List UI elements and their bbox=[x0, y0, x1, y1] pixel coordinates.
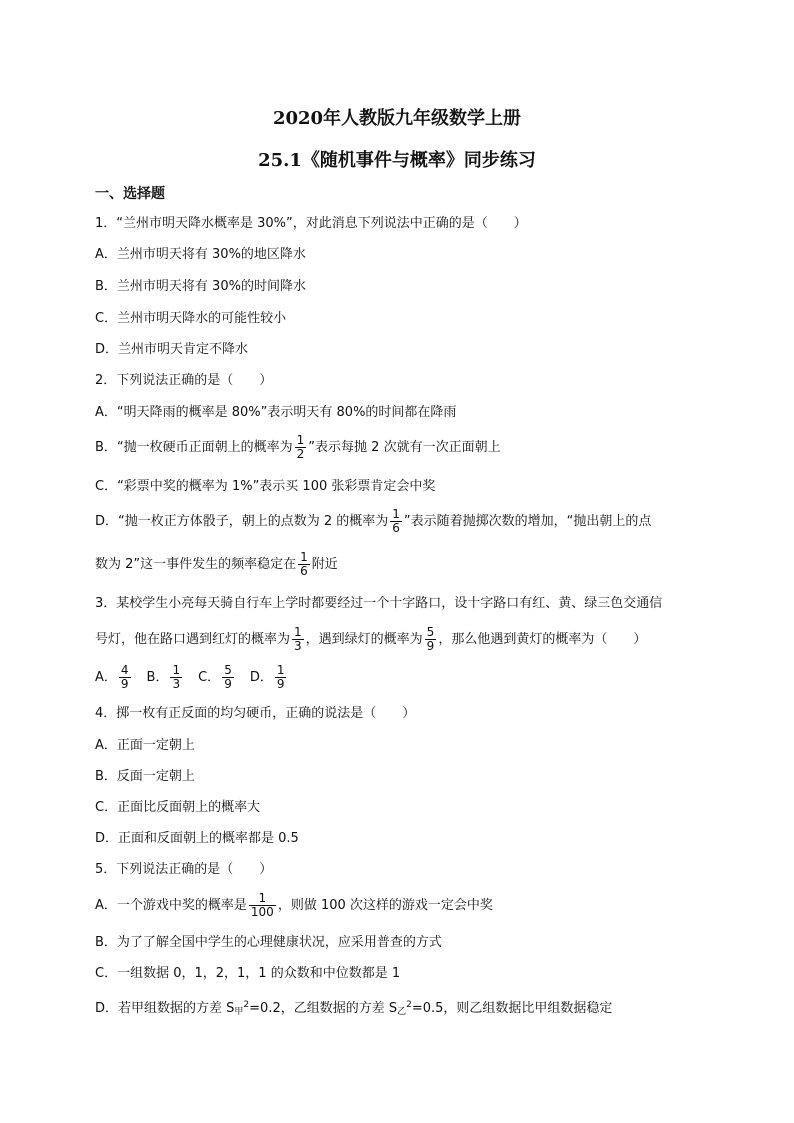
question-3-option-c: C． $\frac{5}{9}$ bbox=[198, 663, 232, 691]
question-1-stem: 1．“兰州市明天降水概率是 30%”，对此消息下列说法中正确的是（ ） bbox=[95, 216, 527, 231]
question-3-stem: 3．某校学生小亮每天骑自行车上学时都要经过一个十字路口，设十字路口有红、黄、绿三色交通信 bbox=[95, 596, 663, 611]
fraction: $\frac{1}{100}$ bbox=[250, 891, 274, 919]
fraction: $\frac{1}{2}$ bbox=[296, 433, 305, 461]
question-1-option-b: B．兰州市明天将有 30%的时间降水 bbox=[95, 279, 306, 294]
question-4-option-b: B．反面一定朝上 bbox=[95, 769, 195, 784]
fraction: $\frac{1}{3}$ bbox=[172, 663, 181, 691]
question-1-option-d: D．兰州市明天肯定不降水 bbox=[95, 342, 249, 357]
fraction: $\frac{4}{9}$ bbox=[120, 663, 129, 691]
question-1-option-c: C．兰州市明天降水的可能性较小 bbox=[95, 311, 287, 326]
question-2-option-b: B．“抛一枚硬币正面朝上的概率为 $\frac{1}{2}$ ”表示每抛 2 次就有一次正面朝上 bbox=[95, 433, 501, 461]
question-2-stem: 2．下列说法正确的是（ ） bbox=[95, 373, 273, 388]
question-5-option-b: B．为了了解全国中学生的心理健康状况，应采用普查的方式 bbox=[95, 935, 442, 950]
fraction: $\frac{1}{6}$ bbox=[392, 507, 400, 535]
page-subtitle: 25.1《随机事件与概率》同步练习 bbox=[258, 150, 536, 171]
question-2-option-c: C．“彩票中奖的概率为 1%”表示买 100 张彩票肯定会中奖 bbox=[95, 479, 436, 494]
page-title: 2020年人教版九年级数学上册 bbox=[272, 108, 522, 129]
question-4-stem: 4．掷一枚有正反面的均匀硬币，正确的说法是（ ） bbox=[95, 706, 416, 721]
question-5-option-a: A．一个游戏中奖的概率是 $\frac{1}{100}$ ，则做 100 次这样的游戏一定会中奖 bbox=[95, 891, 493, 919]
question-5-option-c: C．一组数据 0，1，2，1，1 的众数和中位数都是 1 bbox=[95, 966, 401, 981]
question-3-option-a: A． $\frac{4}{9}$ bbox=[95, 663, 129, 691]
question-3-options bbox=[95, 664, 302, 691]
question-1-option-a: A．兰州市明天将有 30%的地区降水 bbox=[95, 247, 306, 262]
question-2-option-d-cont: 数为 2”这一事件发生的频率稳定在 $\frac{1}{6}$ 附近 bbox=[95, 550, 338, 578]
question-5-option-d: D．若甲组数据的方差 $S_甲^2=0.2$，乙组数据的方差 $S_乙^2=0.5$，则乙组数据比甲组数据稳定 bbox=[95, 1000, 613, 1017]
section-heading: 一、选择题 bbox=[95, 186, 165, 202]
question-2-option-a: A．“明天降雨的概率是 80%”表示明天有 80%的时间都在降雨 bbox=[95, 405, 457, 420]
question-4-option-a: A．正面一定朝上 bbox=[95, 738, 195, 753]
question-4-option-d: D．正面和反面朝上的概率都是 0.5 bbox=[95, 831, 299, 846]
fraction: $\frac{5}{9}$ bbox=[224, 663, 232, 691]
fraction: $\frac{1}{6}$ bbox=[300, 550, 308, 578]
fraction: $\frac{5}{9}$ bbox=[426, 625, 435, 653]
question-3-option-b: B． $\frac{1}{3}$ bbox=[146, 663, 181, 691]
question-5-stem: 5．下列说法正确的是（ ） bbox=[95, 862, 273, 877]
question-2-option-d: D．“抛一枚正方体骰子，朝上的点数为 2 的概率为 $\frac{1}{6}$ ”表示随着抛掷次数的增加，“抛出朝上的点 bbox=[95, 507, 652, 535]
question-4-option-c: C．正面比反面朝上的概率大 bbox=[95, 800, 261, 815]
fraction: $\frac{1}{9}$ bbox=[276, 663, 285, 691]
question-3-option-d: D． $\frac{1}{9}$ bbox=[249, 663, 285, 691]
question-3-stem-cont: 号灯，他在路口遇到红灯的概率为 $\frac{1}{3}$ ，遇到绿灯的概率为 $\frac{5}{9}$ ，那么他遇到黄灯的概率为（ ） bbox=[95, 625, 647, 653]
fraction: $\frac{1}{3}$ bbox=[294, 625, 302, 653]
